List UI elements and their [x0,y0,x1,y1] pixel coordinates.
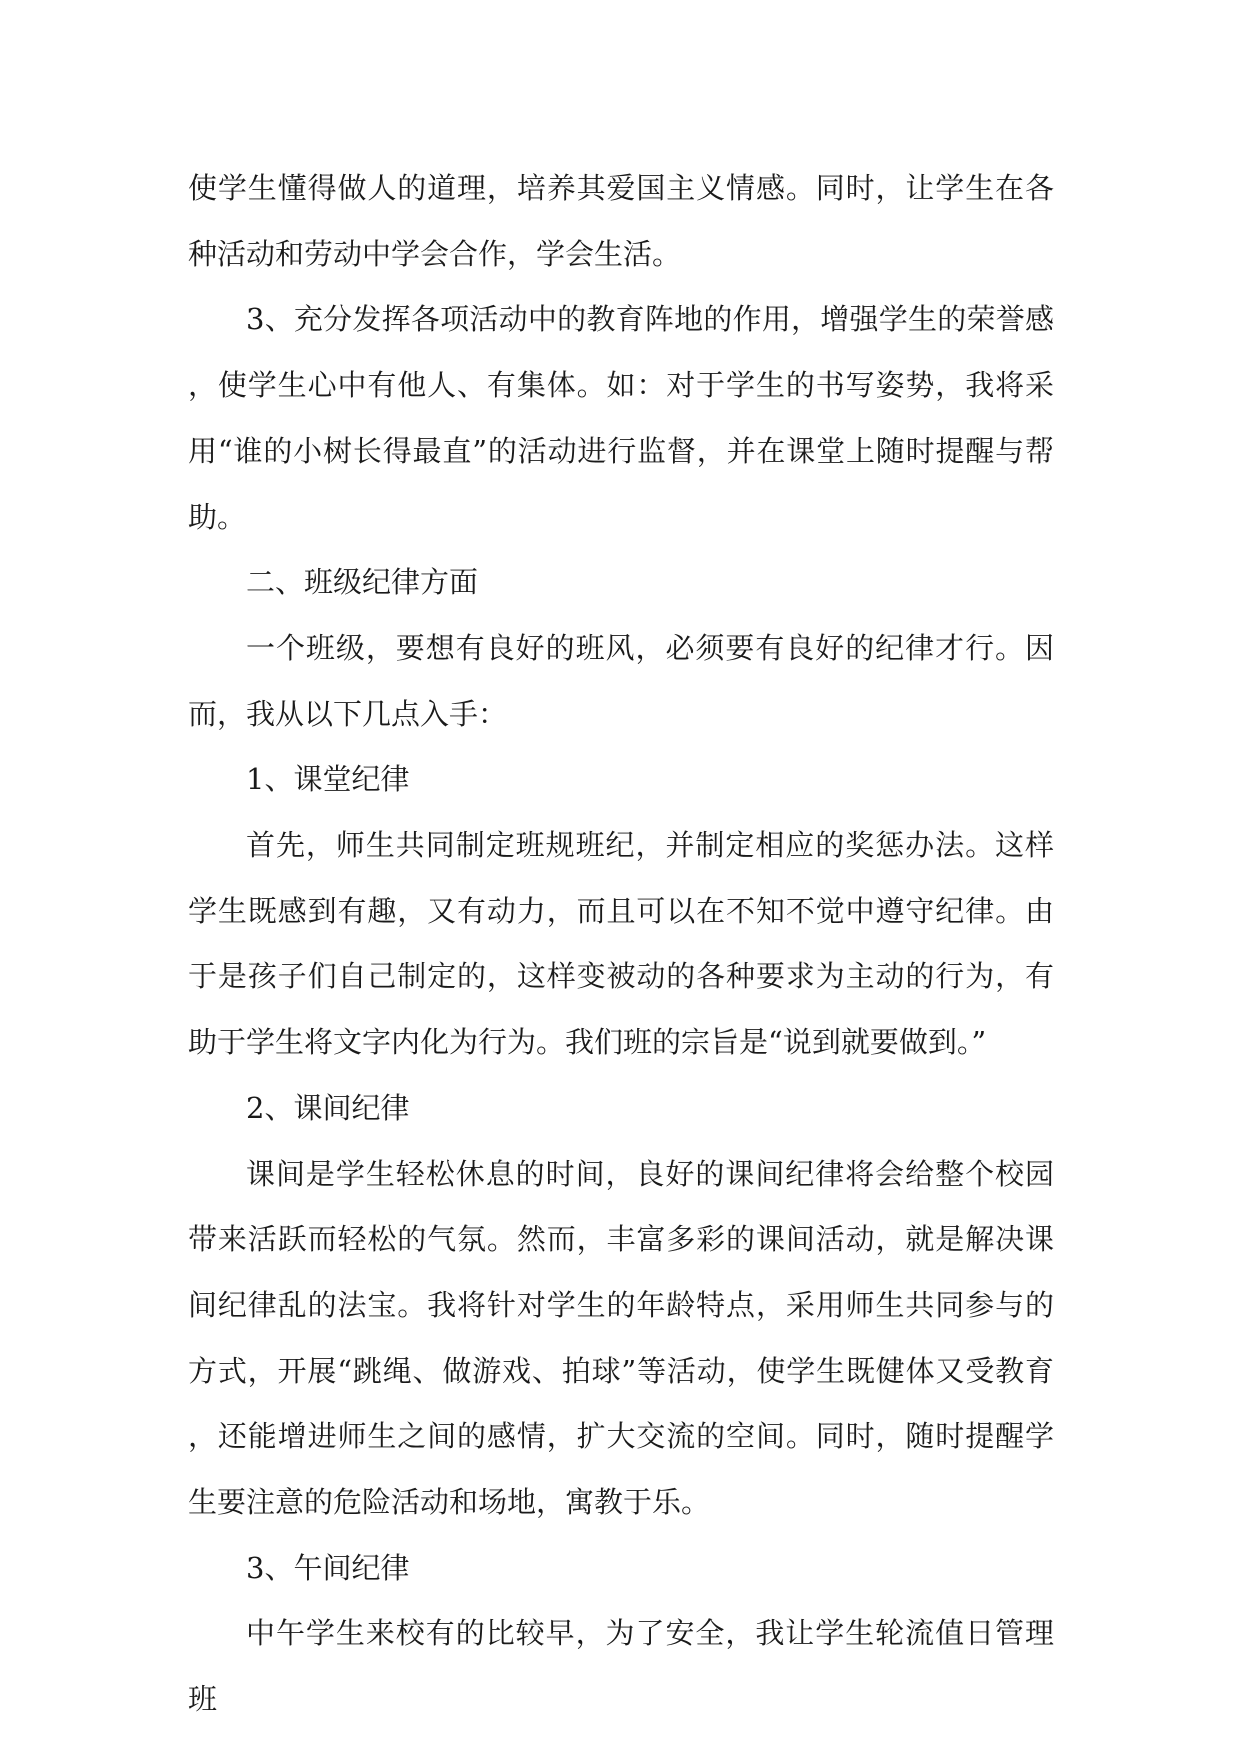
paragraph-activity-education: 3、充分发挥各项活动中的教育阵地的作用，增强学生的荣誉感，使学生心中有他人、有集体。如：对于学生的书写姿势，我将采用“谁的小树长得最直”的活动进行监督，并在课堂上随时提醒与帮助。 [188,302,1054,534]
subheading-break-discipline: 2、课间纪律 [246,1090,410,1125]
section-heading-class-discipline: 二、班级纪律方面 [246,565,479,600]
subheading-noon-discipline: 3、午间纪律 [246,1550,410,1585]
paragraph-discipline-intro: 一个班级，要想有良好的班风，必须要有良好的纪律才行。因而，我从以下几点入手： [188,630,1054,731]
paragraph-break-activities: 课间是学生轻松休息的时间，良好的课间纪律将会给整个校园带来活跃而轻松的气氛。然而，丰富多彩的课间活动，就是解决课间纪律乱的法宝。我将针对学生的年龄特点，采用师生共同参与的方式，开展“跳绳、做游戏、拍球”等活动，使学生既健体又受教育，还能增进师生之间的感情，扩大交流的空间。同时，随时提醒学生要注意的危险活动和场地，寓教于乐。 [188,1156,1054,1520]
subheading-classroom-discipline: 1、课堂纪律 [246,762,410,797]
document-body [188,156,1054,1733]
paragraph-noon-duty: 中午学生来校有的比较早，为了安全，我让学生轮流值日管理班 [188,1616,1054,1717]
paragraph-intro-continuation: 使学生懂得做人的道理，培养其爱国主义情感。同时，让学生在各种活动和劳动中学会合作，学会生活。 [188,171,1054,271]
paragraph-classroom-rules: 首先，师生共同制定班规班纪，并制定相应的奖惩办法。这样学生既感到有趣，又有动力，而且可以在不知不觉中遵守纪律。由于是孩子们自己制定的，这样变被动的各种要求为主动的行为，有助于学生将文字内化为行为。我们班的宗旨是“说到就要做到。” [188,828,1054,1060]
